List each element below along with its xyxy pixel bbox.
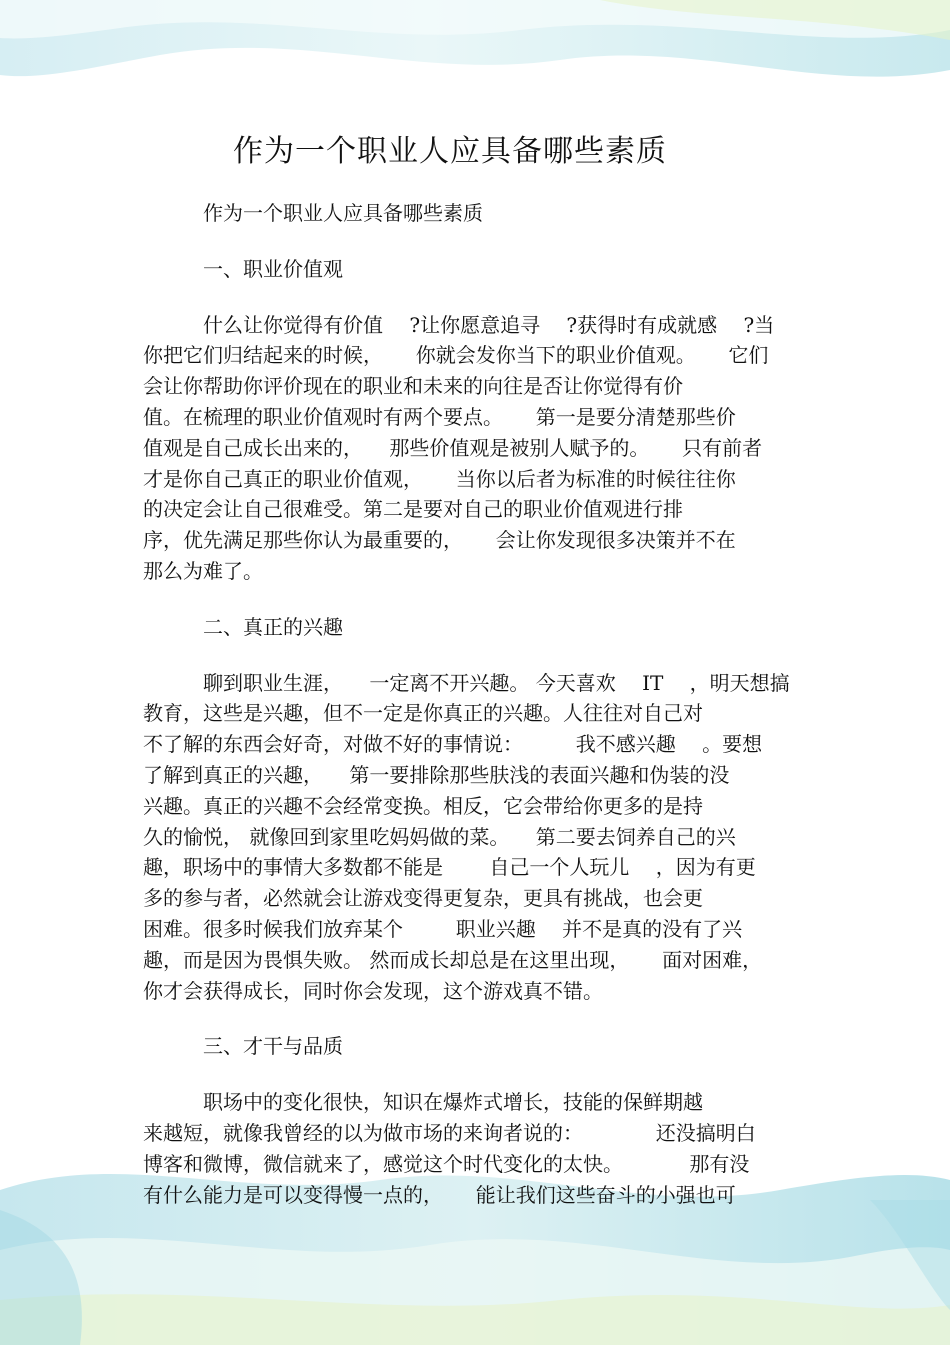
- subtitle: 作为一个职业人应具备哪些素质: [203, 201, 483, 225]
- paragraph-line: 教育，这些是兴趣，但不一定是你真正的兴趣。人往往对自己对: [143, 701, 703, 726]
- section-interest: [143, 612, 808, 1007]
- section-talent: [143, 1031, 808, 1210]
- paragraph-line: 了解到真正的兴趣， 第一要排除那些肤浅的表面兴趣和伪装的没: [143, 762, 730, 787]
- paragraph: [143, 668, 808, 1007]
- paragraph-line: 什么让你觉得有价值 ?让你愿意追寻 ?获得时有成就感 ?当: [203, 312, 775, 337]
- paragraph-line: 趣，职场中的事情大多数都不能是 自己一个人玩儿 ，因为有更: [143, 855, 756, 880]
- paragraph-line: 兴趣。真正的兴趣不会经常变换。相反，它会带给你更多的是持: [143, 793, 703, 818]
- document-body: [143, 198, 808, 1210]
- section-values: [143, 254, 808, 587]
- paragraph-line: 趣，而是因为畏惧失败。 然而成长却总是在这里出现， 面对困难，: [143, 947, 763, 972]
- section-heading: 二、真正的兴趣: [203, 614, 343, 639]
- paragraph-line: 多的参与者，必然就会让游戏变得更复杂，更具有挑战，也会更: [143, 886, 703, 911]
- paragraph: [143, 310, 808, 587]
- paragraph-line: 值观是自己成长出来的， 那些价值观是被别人赋予的。 只有前者: [143, 435, 763, 460]
- section-heading: 三、才干与品质: [203, 1034, 343, 1059]
- paragraph-line: 久的愉悦， 就像回到家里吃妈妈做的菜。 第二要去饲养自己的兴: [143, 824, 736, 849]
- section-heading: 一、职业价值观: [203, 256, 343, 281]
- paragraph-line: 的决定会让自己很难受。第二是要对自己的职业价值观进行排: [143, 497, 683, 522]
- paragraph-line: 来越短，就像我曾经的以为做市场的来询者说的： 还没搞明白: [143, 1120, 756, 1145]
- paragraph-line: 你才会获得成长，同时你会发现，这个游戏真不错。: [143, 978, 603, 1003]
- paragraph-line: 才是你自己真正的职业价值观， 当你以后者为标准的时候往往你: [143, 466, 736, 491]
- paragraph-line: 有什么能力是可以变得慢一点的， 能让我们这些奋斗的小强也可: [143, 1182, 736, 1207]
- paragraph-line: 值。在梳理的职业价值观时有两个要点。 第一是要分清楚那些价: [143, 404, 736, 429]
- paragraph-line: 你把它们归结起来的时候， 你就会发你当下的职业价值观。 它们: [143, 343, 769, 368]
- paragraph: [143, 1087, 808, 1210]
- page-title: 作为一个职业人应具备哪些素质: [233, 134, 667, 169]
- paragraph-line: 会让你帮助你评价现在的职业和未来的向往是否让你觉得有价: [143, 374, 683, 399]
- paragraph-line: 那么为难了。: [143, 558, 263, 583]
- paragraph-line: 不了解的东西会好奇，对做不好的事情说： 我不感兴趣 。要想: [143, 732, 763, 757]
- paragraph-line: 困难。很多时候我们放弃某个 职业兴趣 并不是真的没有了兴: [143, 916, 743, 941]
- paragraph-line: 聊到职业生涯， 一定离不开兴趣。 今天喜欢 IT ，明天想搞: [203, 670, 790, 695]
- paragraph-line: 博客和微博，微信就来了，感觉这个时代变化的太快。 那有没: [143, 1151, 750, 1176]
- paragraph-line: 序，优先满足那些你认为最重要的， 会让你发现很多决策并不在: [143, 528, 736, 553]
- paragraph-line: 职场中的变化很快，知识在爆炸式增长，技能的保鲜期越: [203, 1090, 703, 1115]
